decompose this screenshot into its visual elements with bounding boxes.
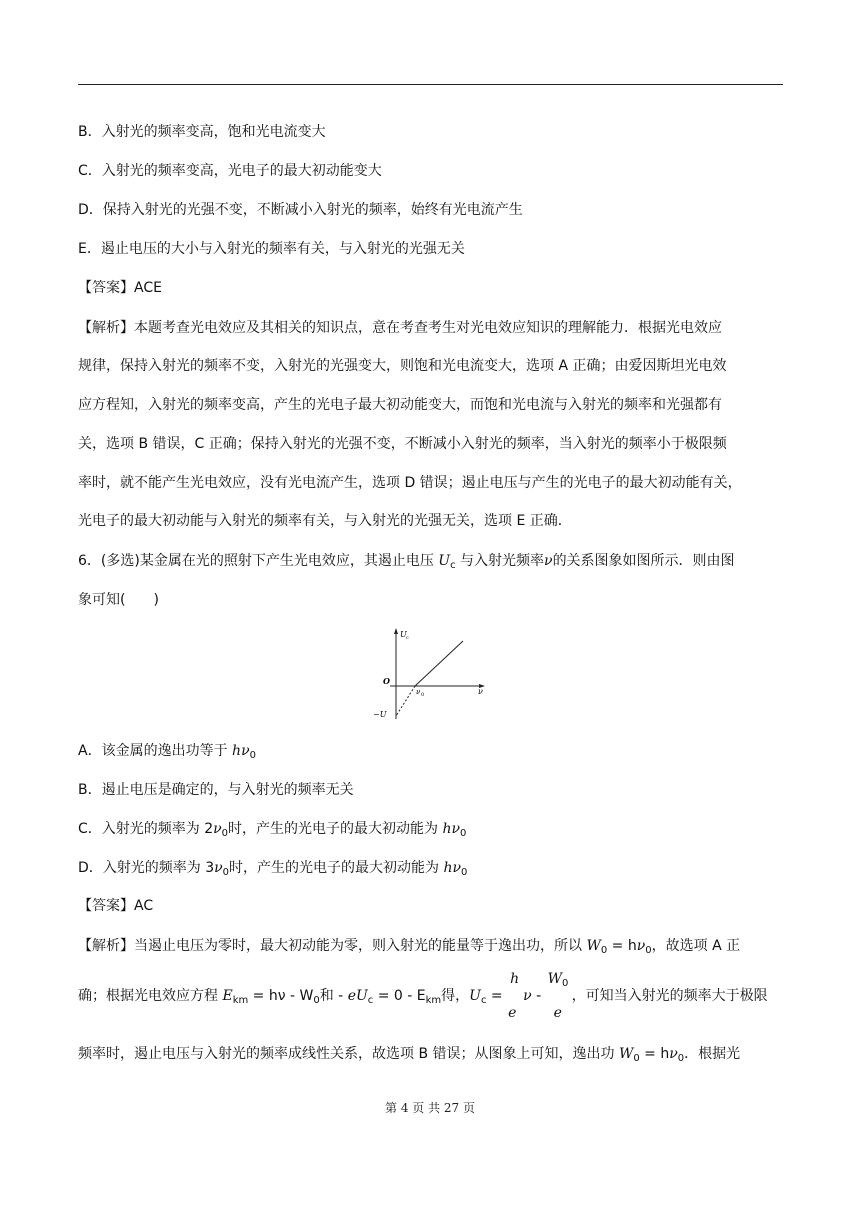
x-intercept-label: ν (416, 688, 421, 696)
option-c-line: C．入射光的频率变高，光电子的最大初动能变大 (78, 163, 382, 179)
option-b-line: B．入射光的频率变高，饱和光电流变大 (78, 124, 326, 140)
y-axis-sub: c (406, 635, 409, 641)
analysis-6-line-3: 频率时，遏止电压与入射光的频率成线性关系，故选项 B 错误；从图象上可知，逸出功 $W_0 = h\nu_0$．根据光 (78, 1046, 741, 1064)
y-axis-label: U (400, 630, 407, 639)
option-b-6: B．遏止电压是确定的，与入射光的频率无关 (78, 782, 354, 798)
analysis-6-line-1: 【解析】当遏止电压为零时，最大初动能为零，则入射光的能量等于逸出功，所以 $W_0 = h\nu_0$，故选项 A 正 (78, 938, 741, 956)
uc-line (415, 641, 463, 686)
origin-label: O (383, 676, 390, 686)
analysis-line: 应方程知，入射光的频率变高，产生的光电子最大初动能变大，而饱和光电流与入射光的频率和光强都有 (78, 397, 722, 413)
question-6-line-2: 象可知( ) (78, 592, 159, 608)
question-6-line: 6．(多选)某金属在光的照射下产生光电效应，其遏止电压 $U_c$ 与入射光频率ν的关系图象如图所示．则由图 (78, 553, 735, 571)
header-rule (78, 84, 783, 85)
analysis-line: 规律，保持入射光的频率不变，入射光的光强变大，则饱和光电流变大，选项 A 正确；由爱因斯坦光电效 (78, 358, 727, 374)
option-c-6: C．入射光的频率为 $2\nu_0$时，产生的光电子的最大初动能为 $h\nu_0$ (78, 821, 467, 839)
y-intercept-label: −U (373, 710, 387, 719)
page-footer: 第 4 页 共 27 页 (385, 1101, 475, 1115)
fraction-h-over-e: h e (508, 971, 520, 1021)
y-axis-arrow (394, 628, 398, 634)
uc-nu-graph (365, 624, 495, 724)
option-d-line: D．保持入射光的光强不变，不断减小入射光的频率，始终有光电流产生 (78, 202, 523, 218)
analysis-line: 率时，就不能产生光电效应，没有光电流产生，选项 D 错误；遏止电压与产生的光电子的最大初动能有关， (78, 475, 742, 491)
answer-label: 【答案】ACE (78, 280, 162, 296)
analysis-line: 关，选项 B 错误，C 正确；保持入射光的光强不变，不断减小入射光的频率，当入射光的频率小于极限频 (78, 436, 727, 452)
fraction-w0-over-e: $W_0$ e (547, 971, 569, 1021)
x-intercept-sub: 0 (421, 692, 425, 698)
answer-label-6: 【答案】AC (78, 898, 154, 914)
option-a-6: A．该金属的逸出功等于 $h\nu_0$ (78, 743, 256, 761)
uc-extension-dashed (396, 686, 415, 716)
analysis-line: 【解析】本题考查光电效应及其相关的知识点，意在考查考生对光电效应知识的理解能力．根据光电效应 (78, 320, 722, 336)
analysis-6-line-2: 确；根据光电效应方程 $E_{km} = h\nu - W_0$和 - $eU_c = 0 - E_{km}$得，$U_c$ = h e ν - $W_0$ e ，可知当入射光的频率大于极限 (78, 971, 768, 1021)
option-e-line: E．遏止电压的大小与入射光的频率有关，与入射光的光强无关 (78, 241, 465, 257)
x-axis-label: ν (478, 687, 483, 696)
analysis-line: 光电子的最大初动能与入射光的频率有关，与入射光的光强无关，选项 E 正确． (78, 513, 572, 529)
option-d-6: D．入射光的频率为 $3\nu_0$时，产生的光电子的最大初动能为 $h\nu_0$ (78, 860, 468, 878)
